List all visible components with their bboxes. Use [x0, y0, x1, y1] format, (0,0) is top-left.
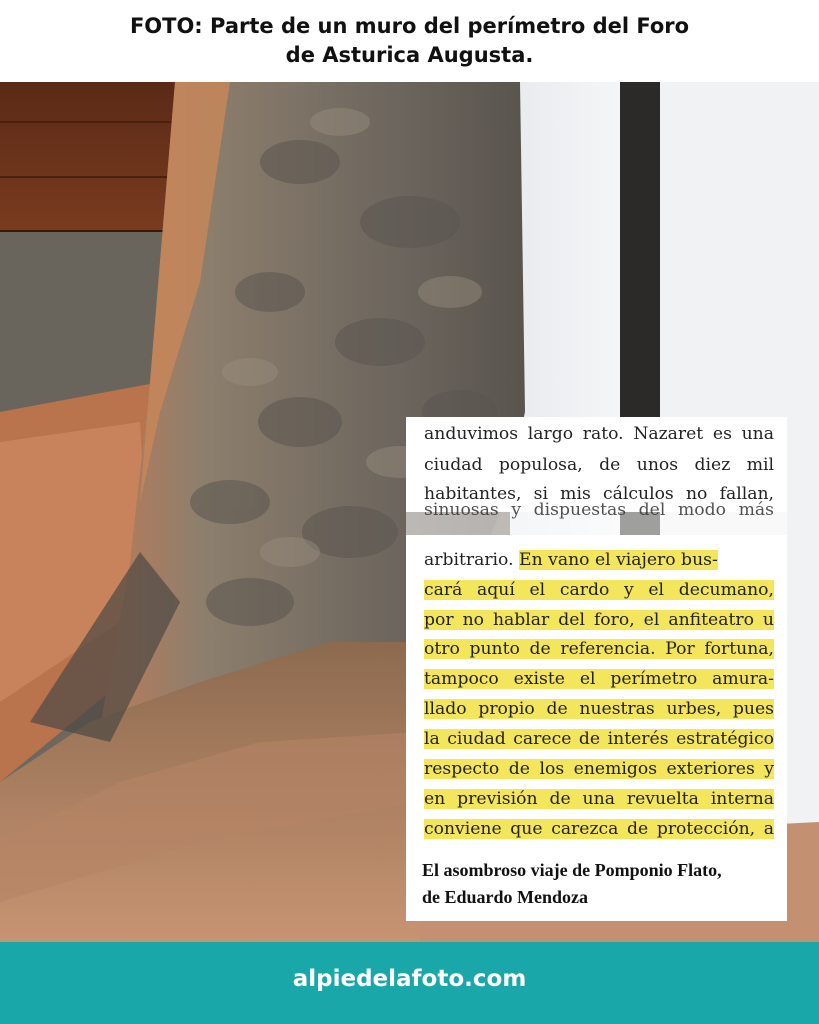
quote-line	[424, 726, 774, 752]
quote-line	[424, 636, 774, 662]
quote-line	[424, 786, 774, 812]
caption-title-line-1: FOTO: Parte de un muro del perímetro del Foro	[129, 14, 690, 38]
quote-highlight: llado propio de nuestras urbes, pues	[424, 699, 774, 719]
quote-cut-line: sinuosas y dispuestas del modo más	[424, 500, 774, 520]
quote-highlight: conviene que carezca de protección, a	[424, 819, 774, 839]
quote-top-panel	[406, 417, 787, 512]
header	[0, 0, 819, 82]
site-url[interactable]: alpiedelafoto.com	[292, 966, 527, 992]
quote-plain-text: arbitrario.	[424, 550, 514, 570]
quote-main-panel	[406, 535, 787, 921]
attribution-author: de Eduardo Mendoza	[422, 887, 589, 907]
quote-line	[424, 696, 774, 722]
quote-line	[424, 547, 774, 573]
quote-line: habitantes, si mis cálculos no fallan,	[424, 484, 774, 504]
quote-line	[424, 607, 774, 633]
quote-highlight: En vano el viajero bus-	[519, 550, 718, 570]
book-quote	[406, 417, 787, 921]
quote-line	[424, 577, 774, 603]
caption-title-line-2: de Asturica Augusta.	[285, 43, 534, 67]
attribution-book-title: El asombroso viaje de Pomponio Flato,	[422, 860, 722, 880]
quote-highlight: tampoco existe el perímetro amura-	[424, 669, 774, 689]
quote-cut-strip	[406, 500, 787, 535]
quote-highlight: respecto de los enemigos exteriores y	[424, 759, 774, 779]
quote-highlight: cará aquí el cardo y el decumano,	[424, 580, 774, 600]
quote-line: anduvimos largo rato. Nazaret es una	[424, 424, 774, 444]
caption-title	[60, 12, 759, 70]
quote-line	[424, 816, 774, 842]
quote-highlight: la ciudad carece de interés estratégico	[424, 729, 774, 749]
quote-line	[424, 666, 774, 692]
footer-banner	[0, 942, 819, 1024]
quote-highlight: en previsión de una revuelta interna	[424, 789, 774, 809]
quote-attribution	[422, 857, 782, 911]
quote-line: ciudad populosa, de unos diez mil	[424, 455, 774, 475]
quote-highlight: por no hablar del foro, el anfiteatro u	[424, 610, 774, 630]
quote-highlight: otro punto de referencia. Por fortuna,	[424, 639, 774, 659]
quote-line	[424, 756, 774, 782]
